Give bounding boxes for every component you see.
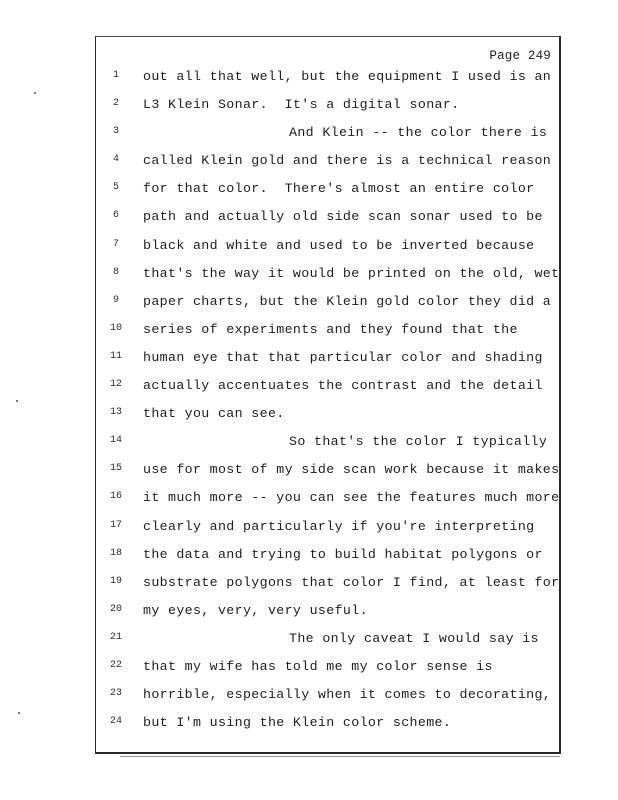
line-number: 9 [112,294,119,306]
line-number: 22 [109,659,122,671]
line-number: 10 [109,322,122,334]
line-number: 5 [112,182,119,194]
line-number: 20 [109,603,122,615]
margin-speck [18,712,20,714]
line-text: human eye that that particular color and shading [143,349,543,365]
line-text: series of experiments and they found that the [143,321,518,337]
line-number: 8 [112,266,119,278]
transcript-line [96,95,559,123]
transcript-line [96,517,559,545]
line-number: 4 [112,154,119,166]
line-number: 7 [112,238,119,250]
line-text: called Klein gold and there is a technical reason [143,153,552,169]
line-number: 12 [109,379,122,391]
transcript-line [96,460,559,488]
line-number: 14 [109,435,122,447]
line-text: substrate polygons that color I find, at least for [143,574,560,590]
line-text: for that color. There's almost an entire color [143,181,535,197]
transcript-line [96,179,559,207]
bottom-rule [120,756,560,757]
transcript-line [96,348,559,376]
line-number: 17 [109,519,122,531]
transcript-line [96,320,559,348]
line-number: 16 [109,491,122,503]
line-text: that you can see. [143,406,285,422]
transcript-line [96,713,559,741]
line-text: use for most of my side scan work because it makes [143,462,560,478]
transcript-line [96,236,559,264]
line-text: my eyes, very, very useful. [143,602,368,618]
transcript-line [96,292,559,320]
line-number: 19 [109,575,122,587]
transcript-line [96,432,559,460]
line-number: 18 [109,547,122,559]
transcript-line [96,685,559,713]
transcript-line [96,67,559,95]
transcript-lines [96,67,559,741]
transcript-line [96,629,559,657]
line-number: 2 [112,98,119,110]
transcript-line [96,123,559,151]
transcript-line [96,404,559,432]
transcript-line [96,207,559,235]
transcript-line [96,264,559,292]
transcript-line [96,545,559,573]
line-text: clearly and particularly if you're interpreting [143,518,535,534]
transcript-line [96,601,559,629]
line-number: 23 [109,688,122,700]
line-text: paper charts, but the Klein gold color they did a [143,293,552,309]
transcript-line [96,151,559,179]
line-number: 15 [109,463,122,475]
line-text: horrible, especially when it comes to decorating, [143,687,552,703]
line-number: 24 [109,716,122,728]
line-text: that's the way it would be printed on the old, wet [143,265,560,281]
line-text: actually accentuates the contrast and the detail [143,378,543,394]
transcript-line [96,376,559,404]
line-text: black and white and used to be inverted because [143,237,535,253]
transcript-line [96,657,559,685]
transcript-line [96,573,559,601]
margin-speck [16,400,18,402]
page-number: Page 249 [489,49,551,63]
line-text: the data and trying to build habitat polygons or [143,546,543,562]
margin-speck [34,92,36,94]
line-text: out all that well, but the equipment I used is an [143,69,552,84]
line-text: but I'm using the Klein color scheme. [143,715,452,731]
line-text: it much more -- you can see the features much more [143,490,560,506]
line-text: that my wife has told me my color sense is [143,658,493,674]
line-number: 1 [112,70,119,81]
transcript-page-frame [95,36,561,754]
line-text: path and actually old side scan sonar used to be [143,209,543,225]
line-number: 13 [109,407,122,419]
line-number: 11 [109,350,122,362]
line-text: L3 Klein Sonar. It's a digital sonar. [143,97,460,113]
line-number: 21 [109,631,122,643]
transcript-line [96,488,559,516]
line-number: 3 [112,126,119,138]
line-text: And Klein -- the color there is [289,125,548,141]
line-text: The only caveat I would say is [289,630,539,646]
line-number: 6 [112,210,119,222]
line-text: So that's the color I typically [289,434,548,450]
